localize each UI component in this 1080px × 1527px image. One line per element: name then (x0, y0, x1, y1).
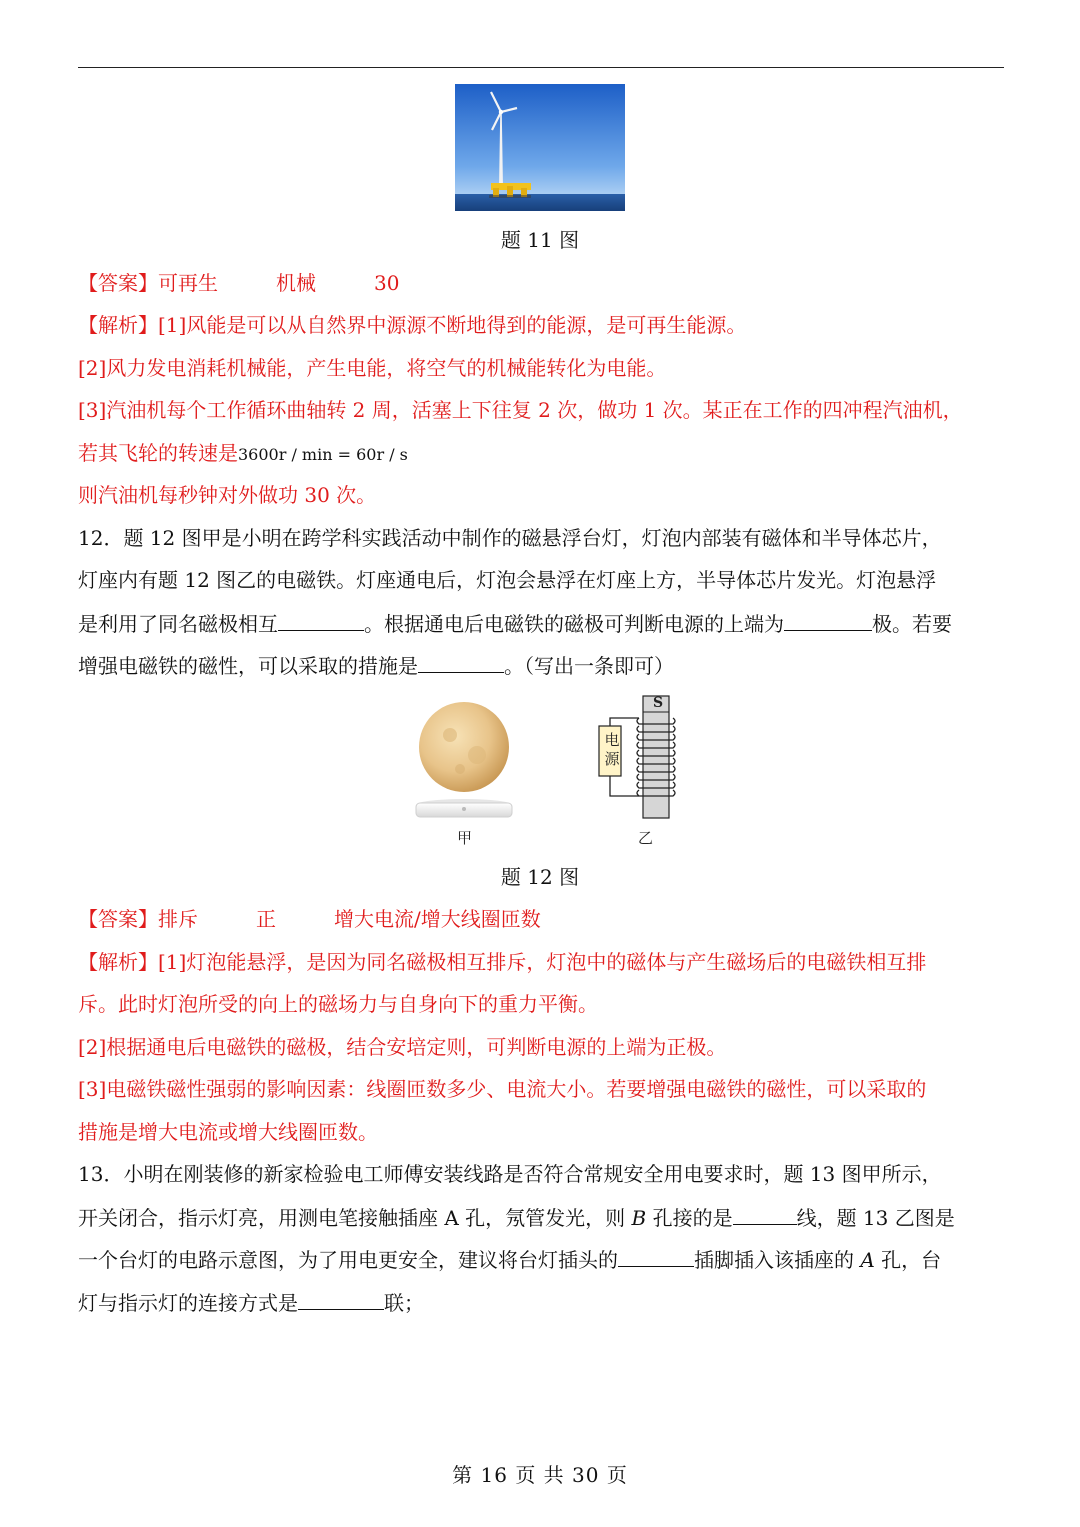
q12-line-4 (78, 652, 1008, 679)
answer-2: 机械 (276, 271, 316, 295)
header-rule (78, 67, 1004, 68)
question-text: 线，题 13 乙图是 (796, 1206, 955, 1230)
power-source-label: 电源 (604, 731, 620, 768)
q12-analysis-5: 措施是增大电流或增大线圈匝数。 (78, 1120, 378, 1144)
answer-blank[interactable] (733, 1204, 797, 1225)
analysis-text: [1]风能是可以从自然界中源源不断地得到的能源，是可再生能源。 (158, 313, 747, 337)
analysis-label: 【解析】 (78, 950, 158, 974)
figure-12-caption: 题 12 图 (500, 865, 580, 889)
q13-line-3 (78, 1246, 1008, 1273)
q12-answer (78, 906, 1008, 932)
q11-analysis-3: [3]汽油机每个工作循环曲轴转 2 周，活塞上下往复 2 次，做功 1 次。某正在工作的四冲程汽油机， (78, 398, 963, 422)
answer-blank[interactable] (278, 610, 364, 631)
q11-analysis-4 (78, 440, 1008, 468)
figure-12-yi-label: 乙 (638, 829, 654, 847)
question-text: 联； (384, 1291, 424, 1315)
q11-analysis-5: 则汽油机每秒钟对外做功 30 次。 (78, 483, 377, 507)
q12-analysis-3: [2]根据通电后电磁铁的磁极，结合安培定则，可判断电源的上端为正极。 (78, 1035, 727, 1059)
answer-blank[interactable] (298, 1289, 384, 1310)
question-text: 增强电磁铁的磁性，可以采取的措施是 (78, 654, 418, 678)
magnet-pole-label: S (653, 695, 664, 711)
page-number: 第 16 页 共 30 页 (452, 1463, 628, 1487)
q11-answer (78, 270, 1008, 296)
analysis-text: 若其飞轮的转速是 (78, 441, 238, 465)
answer-1: 排斥 (158, 907, 198, 931)
q12-line-2: 灯座内有题 12 图乙的电磁铁。灯座通电后，灯泡会悬浮在灯座上方，半导体芯片发光。灯泡悬浮 (78, 568, 937, 592)
q11-analysis-1 (78, 312, 1008, 338)
analysis-text: [1]灯泡能悬浮，是因为同名磁极相互排斥，灯泡中的磁体与产生磁场后的电磁铁相互排 (158, 950, 927, 974)
figure-11-caption: 题 11 图 (500, 228, 580, 252)
q12-line-1: 12．题 12 图甲是小明在跨学科实践活动中制作的磁悬浮台灯，灯泡内部装有磁体和半导体芯片， (78, 526, 942, 550)
answer-3: 增大电流/增大线圈匝数 (334, 907, 541, 931)
question-text: 灯与指示灯的连接方式是 (78, 1291, 298, 1315)
question-text: 一个台灯的电路示意图，为了用电更安全，建议将台灯插头的 (78, 1248, 618, 1272)
question-text: 孔接的是 (646, 1206, 733, 1230)
figure-12-jia-label: 甲 (457, 829, 473, 847)
q11-analysis-2: [2]风力发电消耗机械能，产生电能，将空气的机械能转化为电能。 (78, 356, 667, 380)
answer-2: 正 (256, 907, 276, 931)
q12-analysis-1 (78, 949, 1008, 975)
wind-turbine-photo (455, 84, 625, 211)
answer-1: 可再生 (158, 271, 218, 295)
answer-blank[interactable] (784, 610, 872, 631)
analysis-label: 【解析】 (78, 313, 158, 337)
q12-analysis-2: 斥。此时灯泡所受的向上的磁场力与自身向下的重力平衡。 (78, 992, 598, 1016)
q13-line-4 (78, 1289, 1008, 1316)
q12-line-3 (78, 610, 1008, 637)
question-text: 。根据通电后电磁铁的磁极可判断电源的上端为 (364, 612, 784, 636)
answer-3: 30 (374, 271, 400, 295)
answer-label: 【答案】 (78, 271, 158, 295)
question-text: 是利用了同名磁极相互 (78, 612, 278, 636)
q12-analysis-4: [3]电磁铁磁性强弱的影响因素：线圈匝数多少、电流大小。若要增强电磁铁的磁性，可以采取的 (78, 1077, 927, 1101)
question-text: 极。若要 (872, 612, 952, 636)
variable-b: B (631, 1206, 647, 1230)
q13-line-2 (78, 1204, 1008, 1231)
question-text: 孔，台 (874, 1248, 942, 1272)
question-text: 。（写出一条即可） (504, 654, 674, 678)
answer-label: 【答案】 (78, 907, 158, 931)
question-text: 插脚插入该插座的 (694, 1248, 861, 1272)
answer-blank[interactable] (418, 652, 504, 673)
question-text: 开关闭合，指示灯亮，用测电笔接触插座 A 孔，氖管发光，则 (78, 1206, 632, 1230)
moon-lamp-illustration (405, 697, 523, 825)
q13-line-1: 13．小明在刚装修的新家检验电工师傅安装线路是否符合常规安全用电要求时，题 13 图甲所示， (78, 1162, 942, 1186)
answer-blank[interactable] (618, 1246, 694, 1267)
speed-formula: 3600r / min = 60r / s (238, 445, 408, 464)
variable-a: A (860, 1248, 875, 1272)
